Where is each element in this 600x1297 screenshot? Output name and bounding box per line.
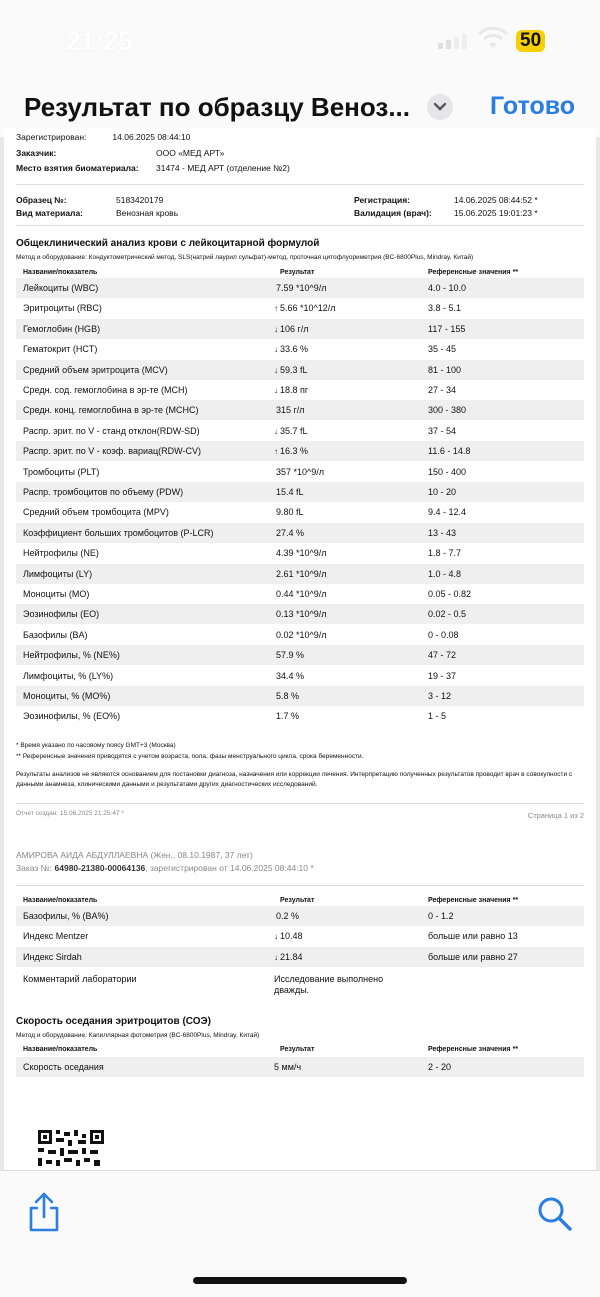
reference-range: 37 - 54 bbox=[428, 425, 457, 436]
test-result bbox=[274, 360, 308, 381]
reference-range: 150 - 400 bbox=[428, 466, 467, 477]
reference-range: 0 - 0.08 bbox=[428, 629, 459, 640]
test-name: Распр. эрит. по V - коэф. вариац(RDW-CV) bbox=[23, 446, 201, 457]
table-row bbox=[16, 339, 584, 359]
column-ref-header: Референсные значения ** bbox=[428, 269, 519, 276]
customer-value: ООО «МЕД АРТ» bbox=[156, 148, 225, 158]
test-result bbox=[274, 604, 327, 625]
reference-range: 1 - 5 bbox=[428, 711, 447, 722]
column-name-header: Название/показатель bbox=[23, 897, 98, 904]
reference-range: 4.0 - 10.0 bbox=[428, 283, 467, 293]
test-name: Средний объем эритроцита (MCV) bbox=[23, 364, 168, 375]
reference-range: 11.6 - 14.8 bbox=[428, 446, 471, 457]
test-result bbox=[274, 462, 324, 483]
result-value: 27.4 % bbox=[276, 527, 305, 538]
page-number: Страница 1 из 2 bbox=[527, 811, 584, 820]
order-info bbox=[16, 863, 314, 873]
result-value: 15.4 fL bbox=[276, 487, 304, 497]
result-value: 357 *10^9/л bbox=[276, 466, 325, 477]
result-value: 7.59 *10^9/л bbox=[276, 283, 327, 293]
result-value: 0.44 *10^9/л bbox=[276, 589, 327, 599]
test-name: Средн. сод. гемоглобина в эр-те (MCH) bbox=[23, 385, 188, 395]
document-page-2 bbox=[4, 838, 596, 1178]
chevron-down-icon bbox=[427, 94, 453, 120]
reference-range: 300 - 380 bbox=[428, 405, 467, 416]
test-result bbox=[274, 543, 327, 564]
flag-arrow-icon: ↑ bbox=[274, 304, 278, 314]
test-name: Распр. тромбоцитов по объему (PDW) bbox=[23, 487, 184, 497]
table-row bbox=[16, 400, 584, 420]
result-value: 16.3 % bbox=[280, 446, 309, 457]
test-result bbox=[274, 906, 299, 927]
result-value: 5.8 % bbox=[276, 691, 300, 701]
reference-range: 9.4 - 12.4 bbox=[428, 507, 467, 518]
column-result-header: Результат bbox=[280, 897, 315, 904]
test-result bbox=[274, 645, 304, 666]
divider bbox=[16, 225, 584, 226]
result-value: 34.4 % bbox=[276, 670, 305, 681]
test-result bbox=[274, 319, 309, 340]
table-row bbox=[16, 278, 584, 298]
test-name: Эозинофилы (EO) bbox=[23, 609, 100, 620]
test-result bbox=[274, 421, 308, 442]
column-result-header: Результат bbox=[280, 269, 315, 276]
result-value: 18.8 пг bbox=[280, 385, 309, 395]
result-value: 1.7 % bbox=[276, 711, 300, 722]
table-row bbox=[16, 926, 584, 946]
test-result bbox=[274, 278, 327, 299]
title-menu-button[interactable] bbox=[427, 94, 453, 120]
table-row bbox=[16, 645, 584, 665]
result-value: 4.39 *10^9/л bbox=[276, 548, 327, 559]
table-row bbox=[16, 947, 584, 967]
result-value: 9.80 fL bbox=[276, 507, 304, 518]
divider bbox=[16, 885, 584, 886]
esr-section-title: Скорость оседания эритроцитов (СОЭ) bbox=[16, 1016, 211, 1027]
test-result bbox=[274, 482, 304, 503]
result-value: 0.2 % bbox=[276, 911, 300, 921]
test-name: Индекс Mentzer bbox=[23, 931, 89, 942]
reference-range: 10 - 20 bbox=[428, 487, 457, 497]
material-label: Вид материала: bbox=[16, 208, 84, 218]
test-name: Гемоглобин (HGB) bbox=[23, 323, 101, 334]
test-result bbox=[274, 926, 303, 947]
status-bar bbox=[0, 0, 600, 80]
footnote-time: * Время указано по часовому поясу GMT+3 (Москва) bbox=[16, 742, 176, 749]
result-value: 10.48 bbox=[280, 931, 303, 942]
table-row bbox=[16, 462, 584, 482]
registration-value: 14.06.2025 08:44:52 * bbox=[454, 195, 538, 205]
table-row bbox=[16, 482, 584, 502]
flag-arrow-icon: ↓ bbox=[274, 365, 278, 375]
test-name: Коэффициент больших тромбоцитов (P-LCR) bbox=[23, 527, 214, 538]
comment-name: Комментарий лаборатории bbox=[23, 974, 137, 984]
column-ref-header: Референсные значения ** bbox=[428, 1046, 519, 1053]
result-value: 0.02 *10^9/л bbox=[276, 629, 327, 640]
validation-value: 15.06.2025 19:01:23 * bbox=[454, 208, 538, 218]
sample-label: Образец №: bbox=[16, 195, 67, 205]
registration-label: Регистрация: bbox=[354, 195, 411, 205]
reference-range: 35 - 45 bbox=[428, 344, 457, 355]
test-name: Гематокрит (HCT) bbox=[23, 344, 98, 355]
created-timestamp: Отчет создан: 15.06.2025 21:25:47 * bbox=[16, 810, 124, 817]
test-result bbox=[274, 380, 308, 401]
reference-range: 47 - 72 bbox=[428, 650, 457, 661]
table-row bbox=[16, 421, 584, 441]
test-result bbox=[274, 441, 308, 462]
place-value: 31474 - МЕД АРТ (отделение №2) bbox=[156, 163, 290, 173]
test-name: Эритроциты (RBC) bbox=[23, 303, 102, 314]
search-icon[interactable] bbox=[536, 1195, 574, 1233]
cut-off-line: Зарегистрирован: 14.06.2025 08:44:10 bbox=[16, 132, 191, 142]
section-title: Общеклинический анализ крови с лейкоцитарной формулой bbox=[16, 238, 320, 249]
document-title: Результат по образцу Веноз... bbox=[24, 92, 410, 122]
test-result bbox=[274, 625, 327, 646]
reference-range: 3 - 12 bbox=[428, 691, 452, 701]
test-name: Нейтрофилы (NE) bbox=[23, 548, 99, 559]
reference-range: 0.05 - 0.82 bbox=[428, 589, 472, 599]
divider bbox=[16, 803, 584, 804]
footnote-reference: ** Референсные значения приводятся с учетом возраста, пола, фазы менструального цикла, срока беременности. bbox=[16, 753, 364, 760]
result-value: 57.9 % bbox=[276, 650, 305, 661]
done-button[interactable]: Готово bbox=[490, 92, 576, 120]
column-result-header: Результат bbox=[280, 1046, 315, 1053]
document-viewer[interactable] bbox=[0, 132, 600, 1170]
divider bbox=[16, 184, 584, 185]
table-row bbox=[16, 319, 584, 339]
reference-range: больше или равно 13 bbox=[428, 931, 518, 942]
test-name: Лимфоциты, % (LY%) bbox=[23, 670, 114, 681]
flag-arrow-icon: ↑ bbox=[274, 447, 278, 457]
table-row bbox=[16, 604, 584, 624]
reference-range: 81 - 100 bbox=[428, 364, 462, 375]
status-time: 21:25 bbox=[66, 26, 133, 56]
material-value: Венозная кровь bbox=[116, 208, 179, 218]
test-result bbox=[274, 584, 327, 605]
esr-method: Метод и оборудование: Капиллярная фотометрия (BC-6800Plus, Mindray, Китай) bbox=[16, 1032, 260, 1039]
column-name-header: Название/показатель bbox=[23, 269, 98, 276]
share-icon[interactable] bbox=[26, 1191, 62, 1233]
result-value: 2.61 *10^9/л bbox=[276, 568, 327, 579]
cellular-signal-icon bbox=[438, 34, 467, 49]
reference-range: 1.0 - 4.8 bbox=[428, 568, 462, 579]
reference-range: 1.8 - 7.7 bbox=[428, 548, 462, 559]
table-row bbox=[16, 906, 584, 926]
test-name: Лимфоциты (LY) bbox=[23, 568, 93, 579]
qr-code-image bbox=[38, 1130, 104, 1170]
patient-info: АМИРОВА АИДА АБДУЛЛАЕВНА (Жен., 08.10.1987, 37 лет) bbox=[16, 850, 253, 860]
result-value: 315 г/л bbox=[276, 405, 305, 416]
reference-range: 13 - 43 bbox=[428, 527, 457, 538]
table-row bbox=[16, 686, 584, 706]
result-value: 106 г/л bbox=[280, 323, 309, 334]
test-name: Средн. конц. гемоглобина в эр-те (MCHC) bbox=[23, 405, 199, 416]
test-name: Лейкоциты (WBC) bbox=[23, 283, 99, 293]
test-name: Распр. эрит. по V - станд отклон(RDW-SD) bbox=[23, 425, 200, 436]
result-value: 21.84 bbox=[280, 951, 303, 962]
comment-value: Исследование выполнено дважды. bbox=[274, 974, 384, 995]
flag-arrow-icon: ↓ bbox=[274, 932, 278, 942]
column-name-header: Название/показатель bbox=[23, 1046, 98, 1053]
home-indicator bbox=[193, 1277, 407, 1284]
test-name: Базофилы, % (BA%) bbox=[23, 911, 109, 921]
battery-indicator: 50 bbox=[516, 30, 545, 52]
table-row bbox=[16, 360, 584, 380]
esr-ref: 2 - 20 bbox=[428, 1062, 452, 1072]
result-value: 59.3 fL bbox=[280, 364, 308, 375]
result-value: 33.6 % bbox=[280, 344, 309, 355]
reference-range: 0 - 1.2 bbox=[428, 911, 454, 921]
order-number: 64980-21380-00064136 bbox=[54, 863, 146, 873]
test-result bbox=[274, 706, 299, 727]
reference-range: 27 - 34 bbox=[428, 385, 457, 395]
test-result bbox=[274, 400, 305, 421]
table-row bbox=[16, 625, 584, 645]
table-row bbox=[16, 502, 584, 522]
table-row bbox=[16, 584, 584, 604]
test-result bbox=[274, 502, 304, 523]
test-name: Индекс Sirdah bbox=[23, 951, 82, 962]
test-result bbox=[274, 523, 304, 544]
table-row bbox=[16, 706, 584, 726]
test-name: Базофилы (BA) bbox=[23, 629, 88, 640]
test-name: Тромбоциты (PLT) bbox=[23, 466, 100, 477]
result-value: 0.13 *10^9/л bbox=[276, 609, 327, 620]
table-row bbox=[16, 666, 584, 686]
test-result bbox=[274, 298, 336, 319]
test-result bbox=[274, 564, 327, 585]
test-result bbox=[274, 947, 303, 968]
result-value: 5.66 *10^12/л bbox=[280, 303, 336, 314]
test-name: Нейтрофилы, % (NE%) bbox=[23, 650, 120, 661]
reference-range: больше или равно 27 bbox=[428, 951, 518, 962]
table-row bbox=[16, 564, 584, 584]
flag-arrow-icon: ↓ bbox=[274, 426, 278, 436]
sample-value: 5183420179 bbox=[116, 195, 164, 205]
test-name: Средний объем тромбоцита (MPV) bbox=[23, 507, 169, 518]
place-label: Место взятия биоматериала: bbox=[16, 163, 139, 173]
result-value: 35.7 fL bbox=[280, 425, 308, 436]
flag-arrow-icon: ↓ bbox=[274, 324, 278, 334]
esr-result: 5 мм/ч bbox=[274, 1062, 302, 1072]
order-prefix: Заказ №: bbox=[16, 863, 53, 873]
flag-arrow-icon: ↓ bbox=[274, 345, 278, 355]
reference-range: 3.8 - 5.1 bbox=[428, 303, 462, 314]
reference-range: 19 - 37 bbox=[428, 670, 457, 681]
test-name: Эозинофилы, % (EO%) bbox=[23, 711, 121, 722]
disclaimer: Результаты анализов не являются основанием для постановки диагноза, назначения или коррекции лечения. Интерпретацию полученных результатов проводит врач в совокупности с данными анамнеза, клиническими данными и результатами других диагностических исследований. bbox=[16, 771, 573, 788]
order-suffix: , зарегистрирован от 14.06.2025 08:44:10 * bbox=[145, 863, 314, 873]
reference-range: 0.02 - 0.5 bbox=[428, 609, 467, 620]
test-result bbox=[274, 666, 304, 687]
table-row bbox=[16, 441, 584, 461]
validation-label: Валидация (врач): bbox=[354, 208, 432, 218]
table-row bbox=[16, 298, 584, 318]
reference-range: 117 - 155 bbox=[428, 323, 466, 334]
test-name: Моноциты, % (MO%) bbox=[23, 691, 111, 701]
method-text: Метод и оборудование: Кондуктометрический метод, SLS(натрий лаурил сульфат)-метод, проточная цитофлуориметрия (BC-6800Plus, Mindray, Китай) bbox=[16, 254, 474, 261]
table-row bbox=[16, 970, 584, 1002]
flag-arrow-icon: ↓ bbox=[274, 952, 278, 962]
test-name: Моноциты (MO) bbox=[23, 589, 90, 599]
table-row bbox=[16, 1057, 584, 1077]
test-result bbox=[274, 339, 308, 360]
customer-label: Заказчик: bbox=[16, 148, 57, 158]
flag-arrow-icon: ↓ bbox=[274, 386, 278, 395]
column-ref-header: Референсные значения ** bbox=[428, 897, 519, 904]
table-row bbox=[16, 523, 584, 543]
table-row bbox=[16, 543, 584, 563]
esr-name: Скорость оседания bbox=[23, 1062, 104, 1072]
wifi-icon bbox=[478, 28, 508, 50]
table-row bbox=[16, 380, 584, 400]
test-result bbox=[274, 686, 299, 707]
